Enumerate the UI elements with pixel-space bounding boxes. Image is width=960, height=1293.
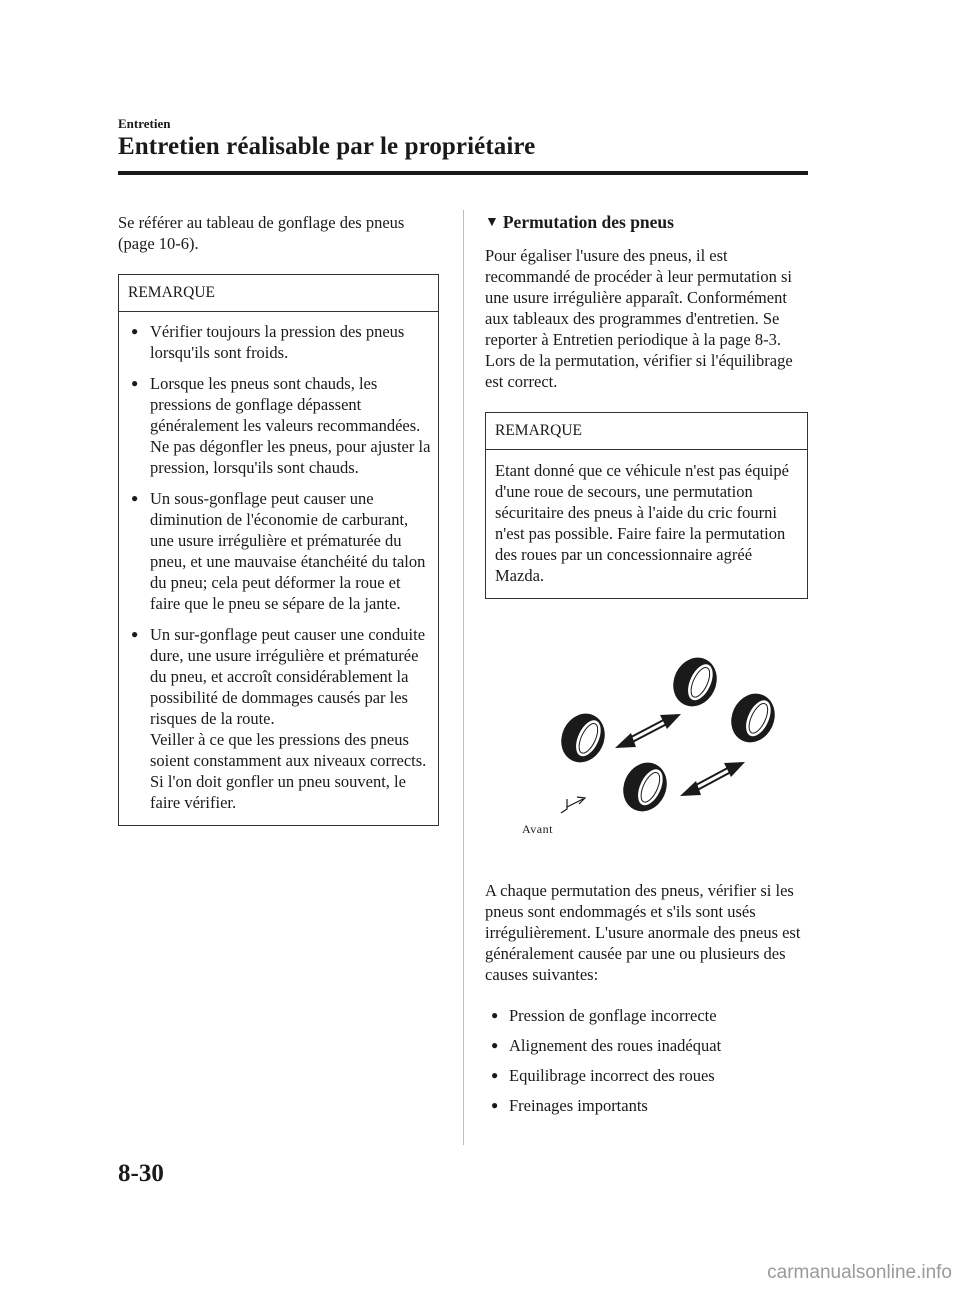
section-heading-text: Permutation des pneus xyxy=(502,212,674,232)
double-arrow-icon xyxy=(615,714,681,748)
list-item xyxy=(485,1095,808,1116)
list-item-text: Pression de gonflage incorrecte xyxy=(509,1006,717,1025)
note-item-text: Vérifier toujours la pression des pneus lorsqu'ils sont froids. xyxy=(150,322,405,362)
note-item xyxy=(128,321,432,363)
note-body: Etant donné que ce véhicule n'est pas équipé d'une roue de secours, une permutation sécuritaire des pneus à l'aide du cric fourni n'est pas possible. Faire faire la permutation des roues par un concessionnaire agréé Mazda. xyxy=(495,461,789,585)
note-item xyxy=(128,488,432,614)
title-rule xyxy=(118,171,808,175)
list-item xyxy=(485,1035,808,1056)
column-divider xyxy=(463,210,464,1145)
bullet-icon: ● xyxy=(491,1068,499,1082)
bullet-icon: ● xyxy=(131,491,139,505)
double-arrow-icon xyxy=(680,762,745,796)
tire-rotation-diagram xyxy=(485,650,808,850)
bullet-icon: ● xyxy=(491,1008,499,1022)
page-number: 8-30 xyxy=(118,1160,164,1187)
bullet-icon: ● xyxy=(491,1038,499,1052)
note-heading: REMARQUE xyxy=(486,413,807,450)
section-label: Entretien xyxy=(118,116,171,131)
note-item-text: Lorsque les pneus sont chauds, les pressions de gonflage dépassent généralement les valeurs recommandées. Ne pas dégonfler les pneus, pour ajuster la pression, lorsqu'ils sont chauds. xyxy=(150,374,431,477)
note-list xyxy=(119,312,438,825)
note-item xyxy=(128,373,432,478)
page-title: Entretien réalisable par le propriétaire xyxy=(118,133,536,160)
list-item xyxy=(485,1005,808,1026)
note-box-right xyxy=(485,412,808,599)
watermark: carmanualsonline.info xyxy=(767,1262,952,1283)
right-column-lower xyxy=(485,880,808,1125)
note-heading: REMARQUE xyxy=(119,275,438,312)
list-item xyxy=(485,1065,808,1086)
tire-icon xyxy=(723,686,782,749)
tire-icon xyxy=(615,755,674,818)
tire-icon xyxy=(553,706,612,769)
inspection-text: A chaque permutation des pneus, vérifier si les pneus sont endommagés et s'ils sont usés irrégulièrement. L'usure anormale des pneus est généralement causée par une ou plusieurs des causes suivantes: xyxy=(485,881,801,984)
note-item-extra: Veiller à ce que les pressions des pneus soient constamment aux niveaux corrects. Si l'on doit gonfler un pneu souvent, le faire vérifier. xyxy=(150,730,427,812)
tire-rotation-illustration xyxy=(485,650,808,850)
bullet-icon: ● xyxy=(491,1098,499,1112)
note-item-text: Un sous-gonflage peut causer une diminution de l'économie de carburant, une usure irrégulière et prématurée du pneu, et une mauvaise étanchéité du talon du pneu; cela peut déformer la roue et faire que le pneu se sépare de la jante. xyxy=(150,489,426,613)
left-column xyxy=(118,212,439,826)
bullet-icon: ● xyxy=(131,324,139,338)
intro-text: Se référer au tableau de gonflage des pneus (page 10-6). xyxy=(118,213,405,253)
bullet-icon: ● xyxy=(131,376,139,390)
note-item-text: Un sur-gonflage peut causer une conduite dure, une usure irrégulière et prématurée du pneu, et accroît considérablement la possibilité de dommages causés par les risques de la route. xyxy=(150,625,426,728)
note-box-left xyxy=(118,274,439,826)
front-label: Avant xyxy=(522,822,553,836)
section-heading xyxy=(485,212,808,233)
tire-icon xyxy=(665,650,724,713)
list-item-text: Alignement des roues inadéquat xyxy=(509,1036,722,1055)
note-item xyxy=(128,624,432,813)
list-item-text: Equilibrage incorrect des roues xyxy=(509,1066,715,1085)
triangle-down-icon: ▼ xyxy=(485,214,499,230)
rotation-intro: Pour égaliser l'usure des pneus, il est recommandé de procéder à leur permutation si une usure irrégulière apparaît. Conformément aux tableaux des programmes d'entretien. Se reporter à Entretien periodique à la page 8-3. Lors de la permutation, vérifier si l'équilibrage est correct. xyxy=(485,246,793,391)
front-arrow-icon xyxy=(561,797,585,813)
causes-list xyxy=(485,1005,808,1116)
list-item-text: Freinages importants xyxy=(509,1096,648,1115)
bullet-icon: ● xyxy=(131,627,139,641)
right-column xyxy=(485,212,808,599)
